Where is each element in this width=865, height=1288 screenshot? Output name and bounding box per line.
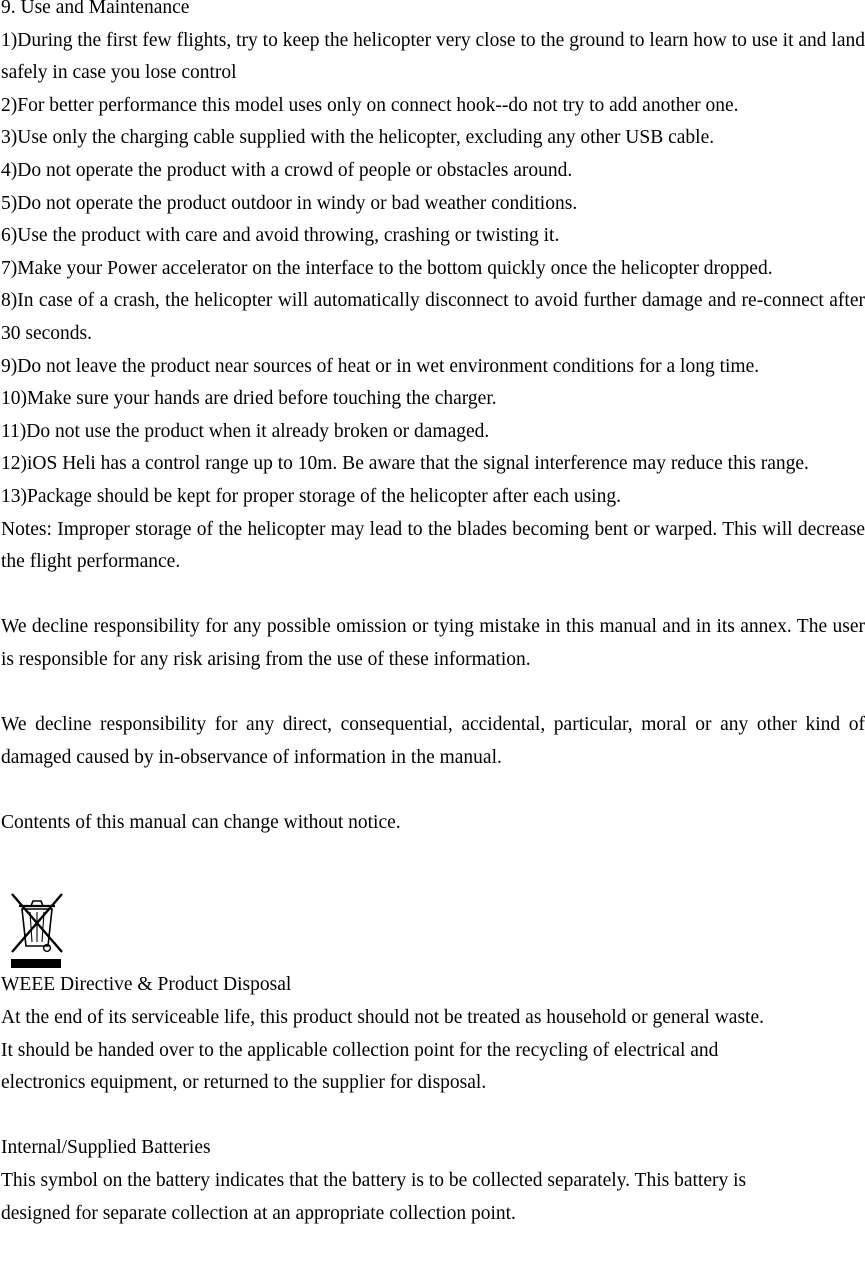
weee-text-line: At the end of its serviceable life, this product should not be treated as household or general waste. bbox=[1, 1007, 764, 1029]
weee-symbol-block bbox=[1, 839, 865, 969]
spacer bbox=[1, 676, 865, 709]
disclaimer-paragraph: We decline responsibility for any possible omission or tying mistake in this manual and in its annex. The user is responsible for any risk arising from the use of these information. bbox=[1, 616, 865, 670]
section-title: 9. Use and Maintenance bbox=[1, 0, 190, 18]
spacer bbox=[1, 774, 865, 807]
list-item: 2)For better performance this model uses only on connect hook--do not try to add another one. bbox=[1, 94, 739, 116]
spacer bbox=[1, 1100, 865, 1133]
list-item: 5)Do not operate the product outdoor in windy or bad weather conditions. bbox=[1, 192, 578, 214]
list-item: 9)Do not leave the product near sources of heat or in wet environment conditions for a long time. bbox=[1, 355, 760, 377]
list-item: 6)Use the product with care and avoid throwing, crashing or twisting it. bbox=[1, 225, 560, 247]
list-item: 12)iOS Heli has a control range up to 10m. Be aware that the signal interference may reduce this range. bbox=[1, 453, 809, 475]
list-item: 13)Package should be kept for proper storage of the helicopter after each using. bbox=[1, 485, 621, 507]
notes-paragraph: Notes: Improper storage of the helicopter may lead to the blades becoming bent or warped. This will decrease the flight performance. bbox=[1, 518, 865, 573]
spacer bbox=[1, 579, 865, 612]
batteries-text-line: designed for separate collection at an appropriate collection point. bbox=[1, 1202, 516, 1224]
crossed-out-wheelie-bin-icon bbox=[9, 889, 65, 969]
list-item: 4)Do not operate the product with a crowd of people or obstacles around. bbox=[1, 159, 573, 181]
weee-text-line: electronics equipment, or returned to the supplier for disposal. bbox=[1, 1072, 487, 1094]
disclaimer-paragraph: Contents of this manual can change without notice. bbox=[1, 811, 401, 833]
list-item: 7)Make your Power accelerator on the interface to the bottom quickly once the helicopter dropped. bbox=[1, 257, 773, 279]
list-item: 3)Use only the charging cable supplied with the helicopter, excluding any other USB cable. bbox=[1, 127, 715, 149]
list-item: 1)During the first few flights, try to keep the helicopter very close to the ground to learn how to use it and land safely in case you lose control bbox=[1, 29, 865, 84]
list-item: 11)Do not use the product when it already broken or damaged. bbox=[1, 420, 490, 442]
list-item: 10)Make sure your hands are dried before touching the charger. bbox=[1, 388, 497, 410]
list-item: 8)In case of a crash, the helicopter will automatically disconnect to avoid further damage and re-connect after 30 seconds. bbox=[1, 290, 865, 344]
weee-title: WEEE Directive & Product Disposal bbox=[1, 974, 292, 996]
weee-text-line: It should be handed over to the applicable collection point for the recycling of electrical and bbox=[1, 1039, 719, 1061]
batteries-text-line: This symbol on the battery indicates that the battery is to be collected separately. This battery is bbox=[1, 1170, 747, 1191]
disclaimer-paragraph: We decline responsibility for any direct, consequential, accidental, particular, moral or any other kind of damaged caused by in-observance of information in the manual. bbox=[1, 714, 865, 768]
batteries-title: Internal/Supplied Batteries bbox=[1, 1137, 211, 1159]
